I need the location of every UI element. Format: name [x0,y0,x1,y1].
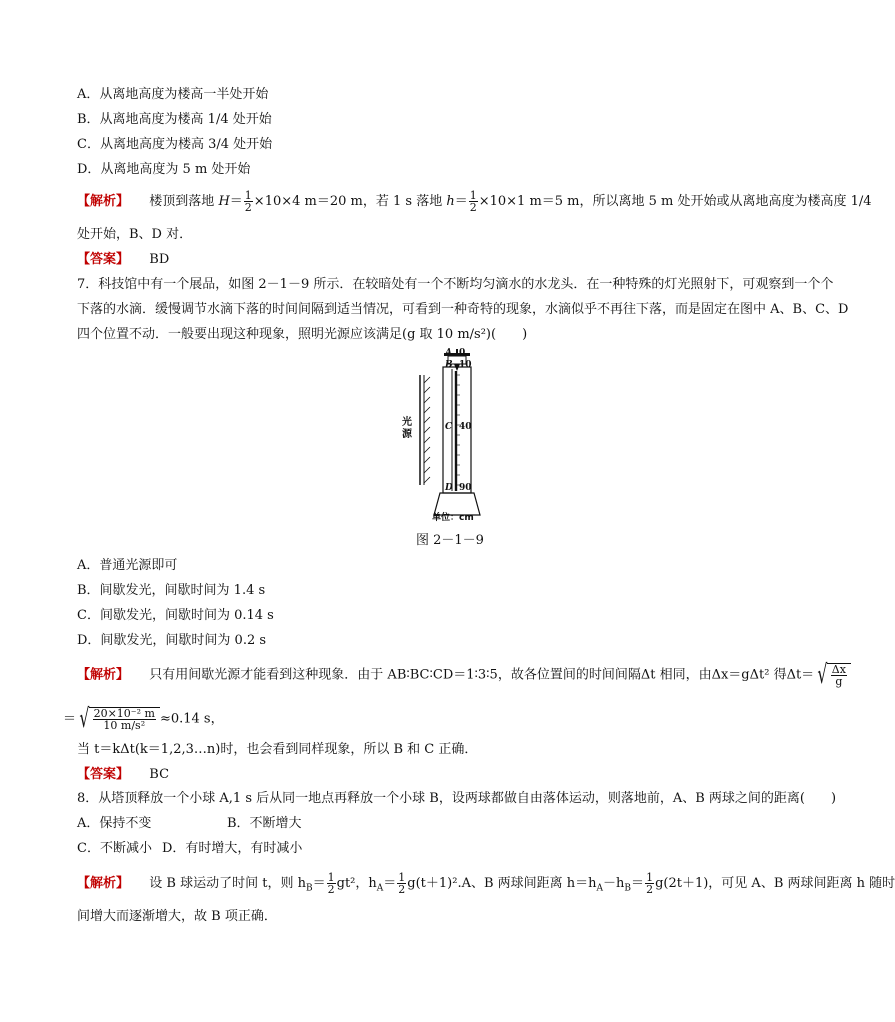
q7-option-d: D．间歇发光，间歇时间为 0.2 s [77,633,267,648]
q6-option-a: A．从离地高度为楼高一半处开始 [77,87,269,102]
tick-40: 40 [459,422,472,432]
q6-answer: 【答案】 BD [77,252,170,267]
fraction-half: $\frac{1}{2}$ [469,189,477,214]
mark-d: D [445,483,453,493]
tick-90: 90 [459,483,472,493]
unit-label: 单位：cm [432,513,474,523]
apparatus-diagram [400,345,510,525]
q8-analysis-line2: 间增大而逐渐增大，故 B 项正确． [77,909,277,924]
figure-water-drop-apparatus [400,345,510,525]
analysis-label: 【解析】 [77,667,130,683]
mark-b: B [445,360,453,370]
q8-option-d: D．有时增大，有时减小 [162,841,303,856]
answer-label: 【答案】 [77,767,130,782]
q6-option-c: C．从离地高度为楼高 3/4 处开始 [77,137,273,152]
q7-analysis-line2: ＝ √ $\frac{\text{20×10⁻² m}}{\text{10 m/s²}}$ ≈0.14 s， [63,704,224,734]
q7-answer: 【答案】 BC [77,767,170,782]
q7-stem-line1: 7．科技馆中有一个展品，如图 2－1－9 所示．在较暗处有一个不断均匀滴水的水龙头．在一种特殊的灯光照射下，可观察到一个个 [77,277,834,292]
analysis-label: 【解析】 [77,194,130,209]
q7-stem-line3: 四个位置不动．一般要出现这种现象，照明光源应该满足(g 取 10 m/s²)( ) [77,327,528,342]
mark-c: C [445,422,453,432]
mark-a: A [445,348,452,358]
q8-option-c: C．不断减小 [77,841,152,856]
analysis-label: 【解析】 [77,876,130,891]
q7-option-c: C．间歇发光，间歇时间为 0.14 s [77,608,274,623]
q6-option-b: B．从离地高度为楼高 1/4 处开始 [77,112,272,127]
figure-caption: 图 2－1－9 [416,533,484,548]
q7-option-b: B．间歇发光，间歇时间为 1.4 s [77,583,266,598]
q7-stem-line2: 下落的水滴．缓慢调节水滴下落的时间间隔到适当情况，可看到一种奇特的现象，水滴似乎不再往下落，而是固定在图中 A、B、C、D [77,302,849,317]
q8-option-b: B．不断增大 [227,816,302,831]
q6-analysis-line2: 处开始，B、D 对． [77,227,193,242]
tick-0: 0 [459,348,466,358]
tick-10: 10 [459,360,472,370]
sqrt-icon: √ [817,660,828,690]
q8-option-a: A．保持不变 [77,816,152,831]
sqrt-radicand: $\frac{\Delta x}{g}$ [827,663,851,687]
q7-option-a: A．普通光源即可 [77,558,178,573]
fraction-half: $\frac{1}{2}$ [244,189,252,214]
q6-analysis-line1: 【解析】 楼顶到落地 H＝ $\frac{1}{2}$ ×10×4 m＝20 m，若 1 s 落地 h＝ $\frac{1}{2}$ ×10×1 m＝5 m，所以离地 5 m 处开始或从离地高度为楼高度 1/4 [77,189,872,214]
fraction-half: $\frac{1}{2}$ [327,871,335,896]
q8-analysis-line1: 【解析】 设 B 球运动了时间 t，则 $h_B=$ $\frac{1}{2}$ gt²，$h_A=$ $\frac{1}{2}$ g(t＋1)².A、B 两球间距离 $h=h_A-h_B=$ $\frac{1}{2}$ g(2t＋1)，可见 A、B 两球间距离 h 随时 [77,871,895,896]
light-source-label: 光源 [402,417,412,440]
q6-option-d: D．从离地高度为 5 m 处开始 [77,162,251,177]
sqrt-icon: √ [79,704,90,734]
fraction-half: $\frac{1}{2}$ [398,871,406,896]
fraction-half: $\frac{1}{2}$ [646,871,654,896]
answer-label: 【答案】 [77,252,130,267]
q7-analysis-line3: 当 t＝kΔt(k＝1,2,3…n)时，也会看到同样现象，所以 B 和 C 正确． [77,742,478,757]
q7-analysis-line1: 【解析】 只有用间歇光源才能看到这种现象．由于 AB∶BC∶CD＝1∶3∶5，故各位置间的时间间隔Δt 相同，由Δx＝gΔt² 得Δt＝ √ $\frac{\Delta x}{g}$ [77,662,851,688]
sqrt-radicand: $\frac{\text{20×10⁻² m}}{\text{10 m/s²}}$ [89,707,160,731]
q8-stem: 8．从塔顶释放一个小球 A,1 s 后从同一地点再释放一个小球 B，设两球都做自由落体运动，则落地前，A、B 两球之间的距离( ) [77,791,837,806]
